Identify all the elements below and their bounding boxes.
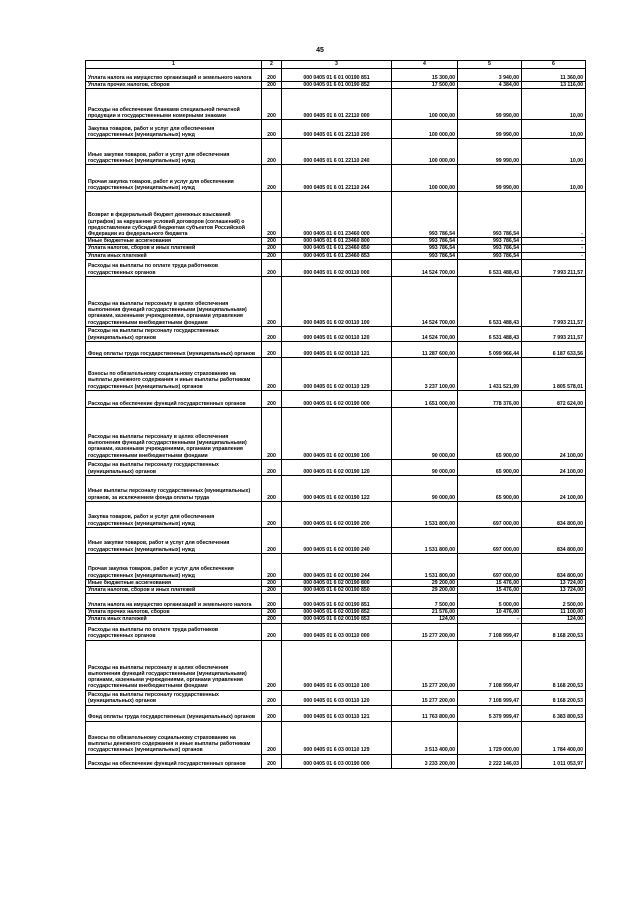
table-row [86, 459, 586, 475]
row-code-line-cell: 200 [262, 754, 282, 768]
row-executed-cell: 7 108 999,47 [458, 640, 522, 690]
row-approved-cell: 29 200,00 [392, 587, 458, 594]
row-remaining-cell: 13 724,00 [522, 587, 586, 594]
row-code-line-cell: 200 [262, 587, 282, 594]
row-budget-code-cell: 000 0405 01 6 02 00110 129 [282, 357, 392, 390]
row-remaining-cell: - [522, 252, 586, 259]
column-header: 3 [282, 61, 392, 69]
row-code-line-cell: 200 [262, 139, 282, 165]
row-executed-cell: 993 786,54 [458, 192, 522, 238]
row-code-line-cell: 200 [262, 120, 282, 139]
row-remaining-cell: - [522, 245, 586, 252]
row-remaining-cell: 13 724,00 [522, 579, 586, 586]
row-remaining-cell: 24 100,00 [522, 475, 586, 501]
row-code-line-cell: 200 [262, 623, 282, 640]
row-executed-cell: 697 000,00 [458, 553, 522, 579]
table-row [86, 341, 586, 357]
row-budget-code-cell: 000 0405 01 6 01 22110 000 [282, 89, 392, 120]
row-budget-code-cell: 000 0405 01 6 02 00190 851 [282, 594, 392, 609]
row-remaining-cell: - [522, 238, 586, 245]
row-remaining-cell: 1 011 053,97 [522, 754, 586, 768]
row-approved-cell: 17 500,00 [392, 82, 458, 89]
row-name-cell: Расходы на выплаты персоналу в целях обеспечения выполнения функций государственными (муниципальными) органами, казенными учреждениями, органами управления государственными внебюджетными фондами [86, 407, 262, 459]
row-approved-cell: 15 277 200,00 [392, 623, 458, 640]
row-name-cell: Уплата иных платежей [86, 616, 262, 623]
row-name-cell: Уплата налога на имущество организаций и земельного налога [86, 69, 262, 82]
table-row [86, 407, 586, 459]
table-row [86, 69, 586, 82]
row-code-line-cell: 200 [262, 165, 282, 192]
row-approved-cell: 15 277 200,00 [392, 640, 458, 690]
row-budget-code-cell: 000 0405 01 6 03 00110 120 [282, 690, 392, 705]
row-name-cell: Уплата прочих налогов, сборов [86, 609, 262, 616]
row-remaining-cell: 872 624,00 [522, 390, 586, 407]
table-row [86, 326, 586, 341]
row-code-line-cell: 200 [262, 407, 282, 459]
row-name-cell: Возврат в федеральный бюджет денежных взысканий (штрафов) за нарушение условий договоров (соглашений) о предоставлении субсидий бюджетам субъектов Российской Федерации из федерального бюджета [86, 192, 262, 238]
row-code-line-cell: 200 [262, 553, 282, 579]
row-approved-cell: 1 531 800,00 [392, 501, 458, 527]
row-code-line-cell: 200 [262, 594, 282, 609]
row-budget-code-cell: 000 0405 01 6 02 00190 852 [282, 609, 392, 616]
row-executed-cell: 5 000,00 [458, 594, 522, 609]
row-name-cell: Закупка товаров, работ и услуг для обеспечения государственных (муниципальных) нужд [86, 501, 262, 527]
row-remaining-cell: 13 116,00 [522, 82, 586, 89]
table-row [86, 609, 586, 616]
table-body [86, 69, 586, 769]
page-number: 45 [316, 47, 324, 54]
row-remaining-cell: - [522, 192, 586, 238]
row-executed-cell: 99 990,00 [458, 139, 522, 165]
row-remaining-cell: 24 100,00 [522, 407, 586, 459]
row-approved-cell: 1 531 800,00 [392, 553, 458, 579]
row-approved-cell: 90 000,00 [392, 475, 458, 501]
row-executed-cell: 6 531 488,43 [458, 259, 522, 276]
row-budget-code-cell: 000 0405 01 6 02 00190 122 [282, 475, 392, 501]
row-approved-cell: 100 000,00 [392, 89, 458, 120]
table-row [86, 579, 586, 586]
row-budget-code-cell: 000 0405 01 6 02 00190 200 [282, 501, 392, 527]
row-name-cell: Расходы на выплаты персоналу государственных (муниципальных) органов [86, 690, 262, 705]
row-code-line-cell: 200 [262, 475, 282, 501]
row-executed-cell: 1 431 521,99 [458, 357, 522, 390]
row-approved-cell: 993 786,54 [392, 238, 458, 245]
row-remaining-cell: 8 168 200,53 [522, 690, 586, 705]
row-code-line-cell: 200 [262, 326, 282, 341]
row-approved-cell: 1 651 000,00 [392, 390, 458, 407]
column-header: 1 [86, 61, 262, 69]
row-approved-cell: 100 000,00 [392, 165, 458, 192]
row-budget-code-cell: 000 0405 01 6 02 00110 120 [282, 326, 392, 341]
row-budget-code-cell: 000 0405 01 6 01 00190 851 [282, 69, 392, 82]
row-name-cell: Иные бюджетные ассигнования [86, 579, 262, 586]
row-name-cell: Иные бюджетные ассигнования [86, 238, 262, 245]
row-executed-cell: 697 000,00 [458, 527, 522, 553]
row-code-line-cell: 200 [262, 69, 282, 82]
row-approved-cell: 124,00 [392, 616, 458, 623]
row-executed-cell: 15 476,00 [458, 579, 522, 586]
table-row [86, 501, 586, 527]
row-code-line-cell: 200 [262, 609, 282, 616]
row-name-cell: Уплата налогов, сборов и иных платежей [86, 245, 262, 252]
row-approved-cell: 100 000,00 [392, 139, 458, 165]
row-remaining-cell: 7 993 211,57 [522, 276, 586, 326]
table-row [86, 640, 586, 690]
row-name-cell: Иные закупки товаров, работ и услуг для обеспечения государственных (муниципальных) нужд [86, 139, 262, 165]
row-remaining-cell: 8 168 200,53 [522, 623, 586, 640]
row-remaining-cell: 124,00 [522, 616, 586, 623]
row-remaining-cell: 834 800,00 [522, 501, 586, 527]
row-code-line-cell: 200 [262, 616, 282, 623]
row-approved-cell: 90 000,00 [392, 459, 458, 475]
row-budget-code-cell: 000 0405 01 6 02 00190 100 [282, 407, 392, 459]
row-budget-code-cell: 000 0405 01 6 01 23460 850 [282, 245, 392, 252]
row-remaining-cell: 11 360,00 [522, 69, 586, 82]
row-budget-code-cell: 000 0405 01 6 01 00190 852 [282, 82, 392, 89]
row-approved-cell: 3 233 200,00 [392, 754, 458, 768]
row-executed-cell: 7 108 999,47 [458, 690, 522, 705]
row-remaining-cell: 6 187 633,56 [522, 341, 586, 357]
table-row [86, 705, 586, 721]
row-code-line-cell: 200 [262, 640, 282, 690]
row-name-cell: Фонд оплаты труда государственных (муниципальных) органов [86, 705, 262, 721]
row-name-cell: Уплата налога на имущество организаций и земельного налога [86, 594, 262, 609]
row-name-cell: Прочая закупка товаров, работ и услуг для обеспечения государственных (муниципальных) нужд [86, 165, 262, 192]
row-budget-code-cell: 000 0405 01 6 01 22110 244 [282, 165, 392, 192]
row-executed-cell: 99 990,00 [458, 89, 522, 120]
table-row [86, 192, 586, 238]
row-executed-cell: 65 900,00 [458, 475, 522, 501]
column-header: 5 [458, 61, 522, 69]
row-remaining-cell: 6 383 800,53 [522, 705, 586, 721]
row-remaining-cell: 1 784 400,00 [522, 721, 586, 754]
row-code-line-cell: 200 [262, 705, 282, 721]
row-code-line-cell: 200 [262, 690, 282, 705]
table-row [86, 276, 586, 326]
row-code-line-cell: 200 [262, 579, 282, 586]
row-code-line-cell: 200 [262, 459, 282, 475]
row-approved-cell: 14 524 700,00 [392, 326, 458, 341]
row-budget-code-cell: 000 0405 01 6 02 00190 000 [282, 390, 392, 407]
row-code-line-cell: 200 [262, 82, 282, 89]
row-budget-code-cell: 000 0405 01 6 01 23460 853 [282, 252, 392, 259]
row-executed-cell: 6 531 488,43 [458, 276, 522, 326]
row-budget-code-cell: 000 0405 01 6 02 00110 100 [282, 276, 392, 326]
row-executed-cell: 1 729 000,00 [458, 721, 522, 754]
row-code-line-cell: 200 [262, 276, 282, 326]
row-name-cell: Уплата налогов, сборов и иных платежей [86, 587, 262, 594]
row-remaining-cell: 1 805 578,01 [522, 357, 586, 390]
row-budget-code-cell: 000 0405 01 6 02 00190 244 [282, 553, 392, 579]
row-executed-cell: 99 990,00 [458, 165, 522, 192]
row-name-cell: Расходы на выплаты персоналу государственных (муниципальных) органов [86, 326, 262, 341]
table-row [86, 527, 586, 553]
row-remaining-cell: 8 168 200,53 [522, 640, 586, 690]
row-approved-cell: 11 763 800,00 [392, 705, 458, 721]
row-name-cell: Расходы на выплаты персоналу в целях обеспечения выполнения функций государственными (муниципальными) органами, казенными учреждениями, органами управления государственными внебюджетными фондами [86, 276, 262, 326]
row-remaining-cell: 7 993 211,57 [522, 326, 586, 341]
row-approved-cell: 15 300,00 [392, 69, 458, 82]
column-header: 4 [392, 61, 458, 69]
row-executed-cell: 5 379 999,47 [458, 705, 522, 721]
row-name-cell: Расходы на обеспечение бланками специальной печатной продукции и государственными номерными знаками [86, 89, 262, 120]
row-approved-cell: 14 524 700,00 [392, 276, 458, 326]
row-name-cell: Взносы по обязательному социальному страхованию на выплаты денежного содержания и иные выплаты работникам государственных (муниципальных) органов [86, 357, 262, 390]
table-row [86, 82, 586, 89]
table-row [86, 120, 586, 139]
row-executed-cell: 697 000,00 [458, 501, 522, 527]
table-row [86, 245, 586, 252]
row-budget-code-cell: 000 0405 01 6 03 00110 100 [282, 640, 392, 690]
row-code-line-cell: 200 [262, 357, 282, 390]
row-executed-cell: 993 786,54 [458, 252, 522, 259]
row-name-cell: Иные закупки товаров, работ и услуг для обеспечения государственных (муниципальных) нужд [86, 527, 262, 553]
row-code-line-cell: 200 [262, 527, 282, 553]
table-row [86, 594, 586, 609]
row-approved-cell: 1 531 800,00 [392, 527, 458, 553]
row-code-line-cell: 200 [262, 245, 282, 252]
row-approved-cell: 993 786,54 [392, 252, 458, 259]
row-budget-code-cell: 000 0405 01 6 02 00190 850 [282, 587, 392, 594]
row-name-cell: Расходы на выплаты по оплате труда работников государственных органов [86, 623, 262, 640]
row-name-cell: Расходы на обеспечение функций государственных органов [86, 754, 262, 768]
table-row [86, 390, 586, 407]
table-row [86, 754, 586, 768]
row-remaining-cell: 10,00 [522, 89, 586, 120]
row-approved-cell: 11 287 600,00 [392, 341, 458, 357]
row-executed-cell: 7 108 999,47 [458, 623, 522, 640]
row-executed-cell: 4 384,00 [458, 82, 522, 89]
row-executed-cell: 993 786,54 [458, 245, 522, 252]
row-remaining-cell: 7 993 211,57 [522, 259, 586, 276]
table-row [86, 616, 586, 623]
column-header: 6 [522, 61, 586, 69]
row-code-line-cell: 200 [262, 390, 282, 407]
row-executed-cell: 3 940,00 [458, 69, 522, 82]
row-code-line-cell: 200 [262, 89, 282, 120]
row-remaining-cell: 2 500,00 [522, 594, 586, 609]
row-executed-cell: - [458, 616, 522, 623]
row-remaining-cell: 11 100,00 [522, 609, 586, 616]
row-executed-cell: 778 376,00 [458, 390, 522, 407]
row-remaining-cell: 10,00 [522, 120, 586, 139]
table-row [86, 623, 586, 640]
row-name-cell: Уплата иных платежей [86, 252, 262, 259]
row-budget-code-cell: 000 0405 01 6 03 00110 129 [282, 721, 392, 754]
table-row [86, 357, 586, 390]
row-remaining-cell: 834 800,00 [522, 527, 586, 553]
table-row [86, 139, 586, 165]
row-budget-code-cell: 000 0405 01 6 02 00190 800 [282, 579, 392, 586]
row-name-cell: Расходы на обеспечение функций государственных органов [86, 390, 262, 407]
row-budget-code-cell: 000 0405 01 6 02 00110 121 [282, 341, 392, 357]
row-budget-code-cell: 000 0405 01 6 03 00110 121 [282, 705, 392, 721]
table-row [86, 721, 586, 754]
row-name-cell: Фонд оплаты труда государственных (муниципальных) органов [86, 341, 262, 357]
row-code-line-cell: 200 [262, 721, 282, 754]
table-row [86, 238, 586, 245]
row-code-line-cell: 200 [262, 501, 282, 527]
row-remaining-cell: 834 800,00 [522, 553, 586, 579]
row-name-cell: Расходы на выплаты персоналу в целях обеспечения выполнения функций государственными (муниципальными) органами, казенными учреждениями, органами управления государственными внебюджетными фондами [86, 640, 262, 690]
row-budget-code-cell: 000 0405 01 6 02 00190 853 [282, 616, 392, 623]
row-executed-cell: 993 786,54 [458, 238, 522, 245]
row-executed-cell: 5 099 966,44 [458, 341, 522, 357]
row-executed-cell: 15 476,00 [458, 587, 522, 594]
table-row [86, 690, 586, 705]
row-budget-code-cell: 000 0405 01 6 02 00110 000 [282, 259, 392, 276]
row-approved-cell: 3 237 100,00 [392, 357, 458, 390]
row-remaining-cell: 10,00 [522, 139, 586, 165]
row-name-cell: Закупка товаров, работ и услуг для обеспечения государственных (муниципальных) нужд [86, 120, 262, 139]
row-budget-code-cell: 000 0405 01 6 02 00190 120 [282, 459, 392, 475]
row-budget-code-cell: 000 0405 01 6 01 22110 240 [282, 139, 392, 165]
row-code-line-cell: 200 [262, 238, 282, 245]
row-code-line-cell: 200 [262, 252, 282, 259]
column-header: 2 [262, 61, 282, 69]
row-approved-cell: 21 576,00 [392, 609, 458, 616]
row-budget-code-cell: 000 0405 01 6 02 00190 240 [282, 527, 392, 553]
table-row [86, 553, 586, 579]
row-code-line-cell: 200 [262, 259, 282, 276]
row-budget-code-cell: 000 0405 01 6 01 23460 000 [282, 192, 392, 238]
row-budget-code-cell: 000 0405 01 6 03 00110 000 [282, 623, 392, 640]
row-code-line-cell: 200 [262, 341, 282, 357]
budget-execution-table [85, 60, 586, 769]
row-approved-cell: 29 200,00 [392, 579, 458, 586]
row-executed-cell: 99 990,00 [458, 120, 522, 139]
row-executed-cell: 6 531 488,43 [458, 326, 522, 341]
row-budget-code-cell: 000 0405 01 6 03 00190 000 [282, 754, 392, 768]
row-name-cell: Уплата прочих налогов, сборов [86, 82, 262, 89]
row-approved-cell: 14 524 700,00 [392, 259, 458, 276]
row-budget-code-cell: 000 0405 01 6 01 22110 200 [282, 120, 392, 139]
row-executed-cell: 65 900,00 [458, 459, 522, 475]
row-approved-cell: 3 513 400,00 [392, 721, 458, 754]
row-code-line-cell: 200 [262, 192, 282, 238]
row-name-cell: Расходы на выплаты персоналу государственных (муниципальных) органов [86, 459, 262, 475]
row-approved-cell: 90 000,00 [392, 407, 458, 459]
table-row [86, 89, 586, 120]
row-remaining-cell: 24 100,00 [522, 459, 586, 475]
row-executed-cell: 10 476,00 [458, 609, 522, 616]
table-row [86, 252, 586, 259]
table-row [86, 475, 586, 501]
table-row [86, 587, 586, 594]
row-executed-cell: 65 900,00 [458, 407, 522, 459]
row-approved-cell: 7 500,00 [392, 594, 458, 609]
row-budget-code-cell: 000 0405 01 6 01 23460 800 [282, 238, 392, 245]
table-row [86, 259, 586, 276]
row-name-cell: Расходы на выплаты по оплате труда работников государственных органов [86, 259, 262, 276]
row-remaining-cell: 10,00 [522, 165, 586, 192]
row-approved-cell: 993 786,54 [392, 245, 458, 252]
row-approved-cell: 993 786,54 [392, 192, 458, 238]
row-approved-cell: 15 277 200,00 [392, 690, 458, 705]
row-executed-cell: 2 222 146,03 [458, 754, 522, 768]
table-row [86, 165, 586, 192]
row-approved-cell: 100 000,00 [392, 120, 458, 139]
row-name-cell: Иные выплаты персоналу государственных (муниципальных) органов, за исключением фонда оплаты труда [86, 475, 262, 501]
table-header-row [86, 61, 586, 69]
row-name-cell: Прочая закупка товаров, работ и услуг для обеспечения государственных (муниципальных) нужд [86, 553, 262, 579]
row-name-cell: Взносы по обязательному социальному страхованию на выплаты денежного содержания и иные выплаты работникам государственных (муниципальных) органов [86, 721, 262, 754]
